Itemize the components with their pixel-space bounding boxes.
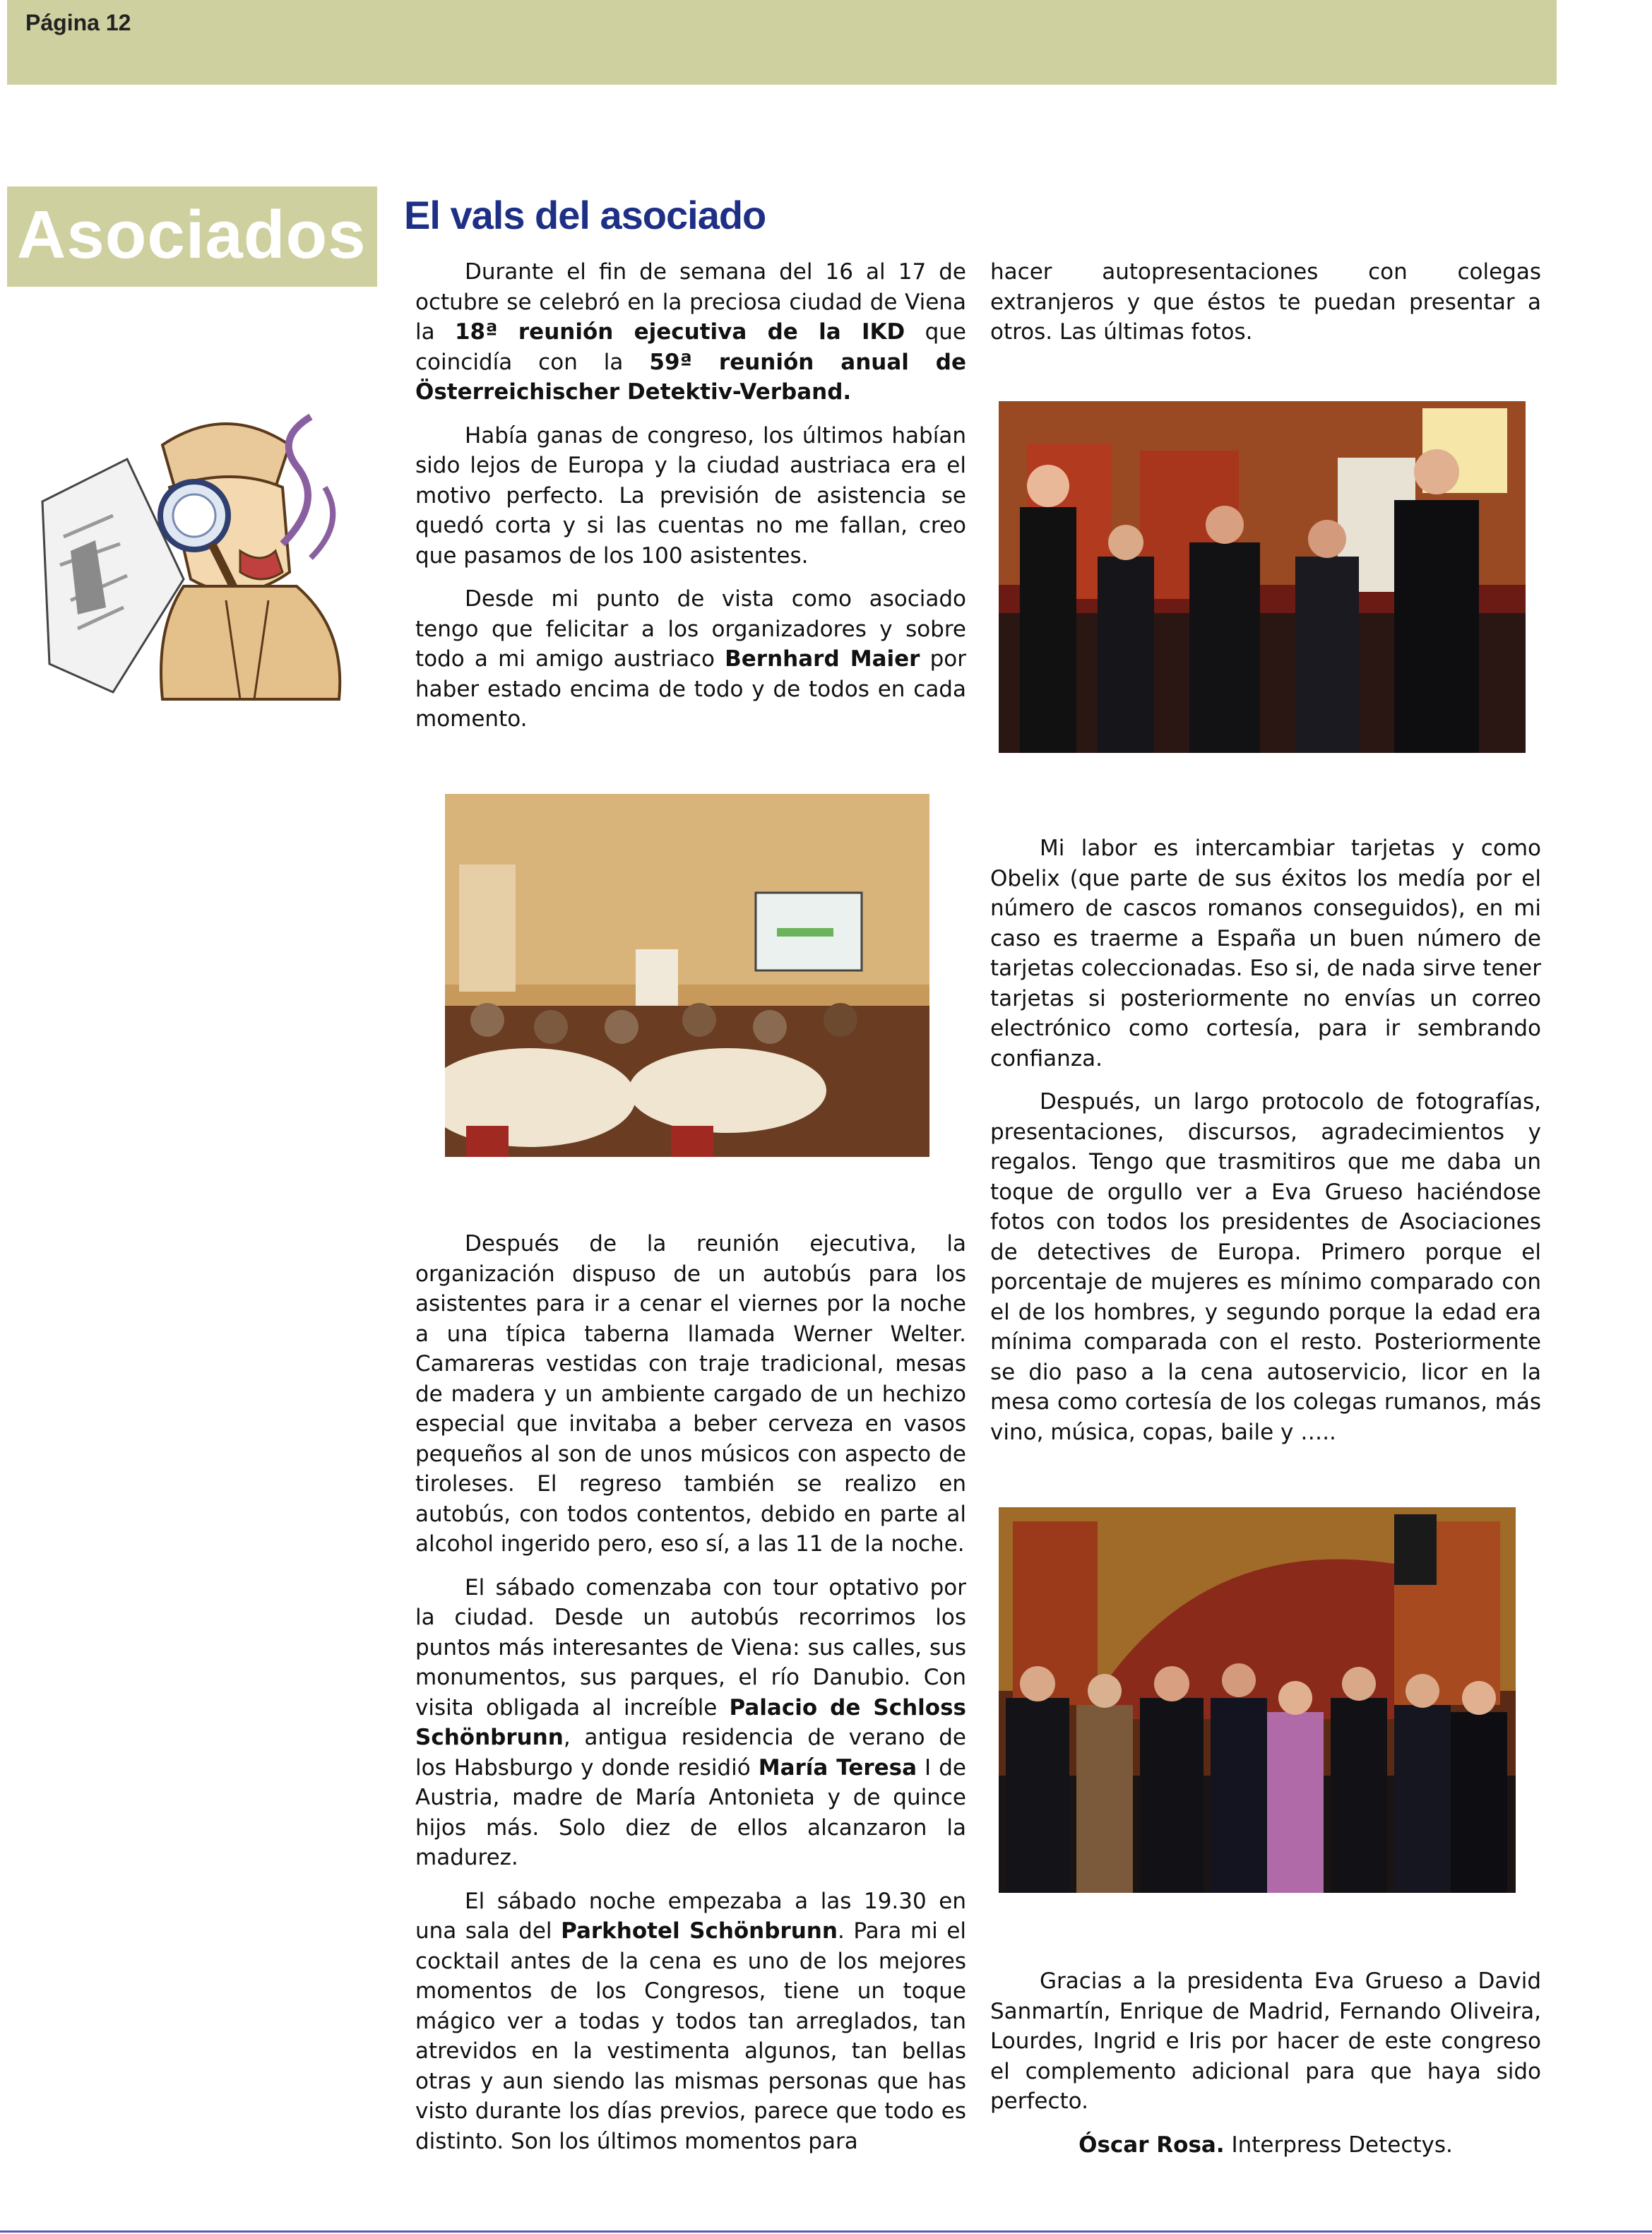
paragraph: Después de la reunión ejecutiva, la organización dispuso de un autobús para los asistentes para ir a cenar el viernes por la noche a una típica taberna llamada Werner Welter. Camareras vestidas con traje tradicional, mesas de madera y un ambiente cargado de un hechizo especial que invitaba a beber cerveza en vasos pequeños al son de unos músicos con aspecto de tiroleses. El regreso también se realizo en autobús, con todos contentos, debido en parte al alcohol ingerido pero, eso sí, a las 11 de la noche. <box>415 1231 966 1557</box>
paragraph: Había ganas de congreso, los últimos habían sido lejos de Europa y la ciudad austriaca era el motivo perfecto. La previsión de asistencia se quedó corta y si las cuentas no me fallan, creo que pasamos de los 100 asistentes. <box>415 422 966 569</box>
paragraph: El sábado noche empezaba a las 19.30 en una sala del Parkhotel Schönbrunn. Para mi el cocktail antes de la cena es uno de los mejores momentos de los Congresos, tiene un toque mágico ver a todas y todos tan arreglados, tan atrevidos en la vestimenta algunos, tan bellas otras y aun siendo las mismas personas que has visto durante los días previos, parece que todo es distinto. Son los últimos momentos para <box>415 1888 967 2154</box>
section-label-box <box>7 186 377 287</box>
column-1 <box>415 257 966 748</box>
paragraph: Mi labor es intercambiar tarjetas y como Obelix (que parte de sus éxitos los medía por el número de cascos romanos conseguidos), en mi caso es traerme a España un buen número de tarjetas coleccionadas. Eso si, de nada sirve tener tarjetas si posteriormente no envías un correo electrónico como cortesía, para ir sembrando confianza. <box>990 836 1541 1071</box>
paragraph: Durante el fin de semana del 16 al 17 de octubre se celebró en la preciosa ciudad de Viena la 18ª reunión ejecutiva de la IKD que coincidía con la 59ª reunión anual de Österreichischer Detektiv-Verband. <box>415 259 966 405</box>
article-title: El vals del asociado <box>404 192 766 237</box>
section-label: Asociados <box>17 197 367 273</box>
page-number: Página 12 <box>25 10 131 35</box>
conference-room-photo <box>445 794 929 1157</box>
paragraph: Gracias a la presidenta Eva Grueso a David Sanmartín, Enrique de Madrid, Fernando Oliveira, Lourdes, Ingrid e Iris por hacer de este congreso el complemento adicional para que haya sido perfecto. <box>990 1968 1541 2114</box>
paragraph: El sábado comenzaba con tour optativo por la ciudad. Desde un autobús recorrimos los puntos más interesantes de Viena: sus calles, sus monumentos, sus parques, el río Danubio. Con visita obligada al increíble Palacio de Schloss Schönbrunn, antigua residencia de verano de los Habsburgo y donde residió María Teresa I de Austria, madre de María Antonieta y de quince hijos más. Solo diez de ellos alcanzaron la madurez. <box>415 1574 966 1870</box>
paragraph: hacer autopresentaciones con colegas extranjeros y que éstos te puedan presentar a otros. Las últimas fotos. <box>990 259 1541 345</box>
detective-illustration <box>28 396 353 706</box>
header-bar <box>7 0 1557 85</box>
group-photo-staircase <box>999 1507 1516 1893</box>
signature: Óscar Rosa. Interpress Detectys. <box>1078 2132 1453 2158</box>
bottom-rule <box>0 2230 1652 2233</box>
column-4 <box>990 833 1541 1461</box>
column-3 <box>415 1229 966 2170</box>
column-5 <box>990 1966 1541 2173</box>
group-photo-ballroom <box>999 401 1526 753</box>
paragraph: Desde mi punto de vista como asociado tengo que felicitar a los organizadores y sobre todo a mi amigo austriaco Bernhard Maier por haber estado encima de todo y de todos en cada momento. <box>415 586 967 732</box>
paragraph: Después, un largo protocolo de fotografías, presentaciones, discursos, agradecimientos y regalos. Tengo que trasmitiros que me daba un toque de orgullo ver a Eva Grueso haciéndose fotos con todos los presidentes de Asociaciones de detectives de Europa. Primero porque el porcentaje de mujeres es mínimo comparado con el de los hombres, y segundo porque la edad era mínima comparada con el resto. Posteriormente se dio paso a la cena autoservicio, licor en la mesa como cortesía de los colegas rumanos, más vino, música, copas, baile y ….. <box>990 1089 1541 1445</box>
column-2 <box>990 257 1541 361</box>
